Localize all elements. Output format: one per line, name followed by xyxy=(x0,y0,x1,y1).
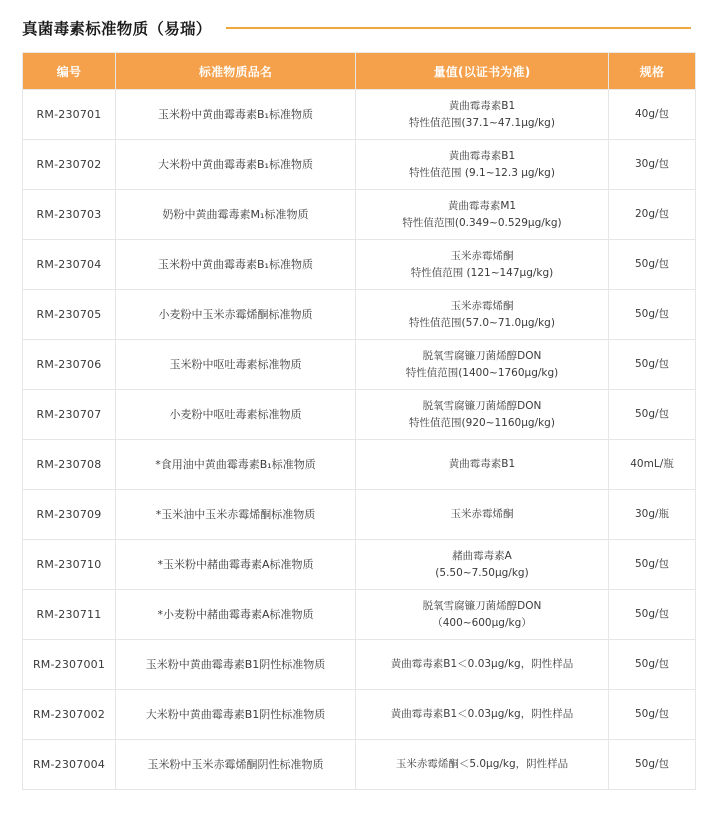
cell-spec: 50g/包 xyxy=(609,390,696,440)
cell-value-line2: （400~600μg/kg） xyxy=(432,616,532,629)
page-title-row xyxy=(0,0,717,40)
cell-value-line2: 特性值范围 (9.1~12.3 μg/kg) xyxy=(409,166,555,179)
cell-value-line1: 赭曲霉毒素A xyxy=(452,550,512,563)
table-row xyxy=(23,190,696,240)
cell-name: *玉米粉中赭曲霉毒素A标准物质 xyxy=(116,540,356,590)
standards-table xyxy=(22,52,696,790)
cell-name: 小麦粉中玉米赤霉烯酮标准物质 xyxy=(116,290,356,340)
cell-spec: 50g/包 xyxy=(609,740,696,790)
cell-spec: 50g/包 xyxy=(609,290,696,340)
cell-code: RM-230703 xyxy=(23,190,116,240)
cell-spec: 50g/包 xyxy=(609,690,696,740)
cell-name: 小麦粉中呕吐毒素标准物质 xyxy=(116,390,356,440)
table-row xyxy=(23,540,696,590)
table-row xyxy=(23,440,696,490)
cell-value-line1: 黄曲霉毒素B1 xyxy=(448,150,516,163)
table-row xyxy=(23,140,696,190)
table-row xyxy=(23,690,696,740)
cell-name: 大米粉中黄曲霉毒素B₁标准物质 xyxy=(116,140,356,190)
cell-name: 奶粉中黄曲霉毒素M₁标准物质 xyxy=(116,190,356,240)
cell-value xyxy=(356,340,609,390)
cell-name: *食用油中黄曲霉毒素B₁标准物质 xyxy=(116,440,356,490)
cell-value xyxy=(356,540,609,590)
cell-value-line2: (5.50~7.50μg/kg) xyxy=(435,566,529,579)
cell-code: RM-230704 xyxy=(23,240,116,290)
cell-value xyxy=(356,440,609,490)
cell-value-line2: 特性值范围(920~1160μg/kg) xyxy=(409,416,555,429)
cell-code: RM-230709 xyxy=(23,490,116,540)
table-header-row xyxy=(23,53,696,90)
table-row xyxy=(23,290,696,340)
column-header-spec: 规格 xyxy=(609,53,696,90)
cell-name: 大米粉中黄曲霉毒素B1阴性标准物质 xyxy=(116,690,356,740)
table-row xyxy=(23,490,696,540)
cell-value xyxy=(356,690,609,740)
cell-code: RM-230711 xyxy=(23,590,116,640)
cell-spec: 30g/包 xyxy=(609,140,696,190)
cell-code: RM-230707 xyxy=(23,390,116,440)
cell-value-line2: 特性值范围(0.349~0.529μg/kg) xyxy=(402,216,562,229)
table-container xyxy=(0,40,717,790)
column-header-name: 标准物质品名 xyxy=(116,53,356,90)
cell-value xyxy=(356,390,609,440)
cell-code: RM-230706 xyxy=(23,340,116,390)
column-header-code: 编号 xyxy=(23,53,116,90)
table-header xyxy=(23,53,696,90)
cell-spec: 20g/包 xyxy=(609,190,696,240)
cell-spec: 30g/瓶 xyxy=(609,490,696,540)
cell-value-line1: 玉米赤霉烯酮 xyxy=(450,250,514,263)
cell-value-line1: 玉米赤霉烯酮 xyxy=(450,300,514,313)
cell-spec: 50g/包 xyxy=(609,540,696,590)
cell-value-line1: 脱氧雪腐镰刀菌烯醇DON xyxy=(422,400,542,413)
cell-code: RM-2307001 xyxy=(23,640,116,690)
cell-name: *玉米油中玉米赤霉烯酮标准物质 xyxy=(116,490,356,540)
cell-name: 玉米粉中黄曲霉毒素B1阴性标准物质 xyxy=(116,640,356,690)
cell-name: 玉米粉中呕吐毒素标准物质 xyxy=(116,340,356,390)
cell-value-line1: 脱氧雪腐镰刀菌烯醇DON xyxy=(422,350,542,363)
table-row xyxy=(23,390,696,440)
cell-name: *小麦粉中赭曲霉毒素A标准物质 xyxy=(116,590,356,640)
cell-value-line2: 特性值范围(1400~1760μg/kg) xyxy=(405,366,559,379)
cell-spec: 50g/包 xyxy=(609,640,696,690)
cell-value xyxy=(356,640,609,690)
table-row xyxy=(23,740,696,790)
cell-value-line1: 黄曲霉毒素B1＜0.03μg/kg，阴性样品 xyxy=(390,658,574,671)
cell-value-line1: 黄曲霉毒素B1＜0.03μg/kg，阴性样品 xyxy=(390,708,574,721)
cell-code: RM-230710 xyxy=(23,540,116,590)
cell-code: RM-230701 xyxy=(23,90,116,140)
cell-code: RM-230708 xyxy=(23,440,116,490)
cell-value xyxy=(356,140,609,190)
table-row xyxy=(23,240,696,290)
title-divider-rule xyxy=(226,27,691,29)
table-body xyxy=(23,90,696,790)
cell-value-line1: 黄曲霉毒素B1 xyxy=(448,458,516,471)
cell-spec: 50g/包 xyxy=(609,240,696,290)
column-header-value: 量值(以证书为准) xyxy=(356,53,609,90)
cell-spec: 40mL/瓶 xyxy=(609,440,696,490)
cell-value-line1: 黄曲霉毒素B1 xyxy=(448,100,516,113)
cell-value-line2: 特性值范围(37.1~47.1μg/kg) xyxy=(409,116,555,129)
table-row xyxy=(23,340,696,390)
cell-value xyxy=(356,590,609,640)
cell-value-line1: 玉米赤霉烯酮＜5.0μg/kg，阴性样品 xyxy=(395,758,569,771)
cell-code: RM-2307004 xyxy=(23,740,116,790)
cell-value xyxy=(356,190,609,240)
cell-value xyxy=(356,490,609,540)
cell-spec: 50g/包 xyxy=(609,590,696,640)
cell-value-line1: 脱氧雪腐镰刀菌烯醇DON xyxy=(422,600,542,613)
cell-value-line1: 玉米赤霉烯酮 xyxy=(450,508,514,521)
cell-value xyxy=(356,90,609,140)
page-title: 真菌毒素标准物质（易瑞） xyxy=(22,20,212,38)
cell-value xyxy=(356,240,609,290)
cell-name: 玉米粉中黄曲霉毒素B₁标准物质 xyxy=(116,90,356,140)
cell-spec: 40g/包 xyxy=(609,90,696,140)
cell-spec: 50g/包 xyxy=(609,340,696,390)
cell-value xyxy=(356,290,609,340)
cell-name: 玉米粉中黄曲霉毒素B₁标准物质 xyxy=(116,240,356,290)
cell-code: RM-230702 xyxy=(23,140,116,190)
cell-value-line1: 黄曲霉毒素M1 xyxy=(447,200,517,213)
cell-value-line2: 特性值范围(57.0~71.0μg/kg) xyxy=(409,316,555,329)
cell-name: 玉米粉中玉米赤霉烯酮阴性标准物质 xyxy=(116,740,356,790)
table-row xyxy=(23,640,696,690)
cell-code: RM-2307002 xyxy=(23,690,116,740)
cell-value xyxy=(356,740,609,790)
table-row xyxy=(23,590,696,640)
table-row xyxy=(23,90,696,140)
cell-code: RM-230705 xyxy=(23,290,116,340)
cell-value-line2: 特性值范围 (121~147μg/kg) xyxy=(410,266,554,279)
